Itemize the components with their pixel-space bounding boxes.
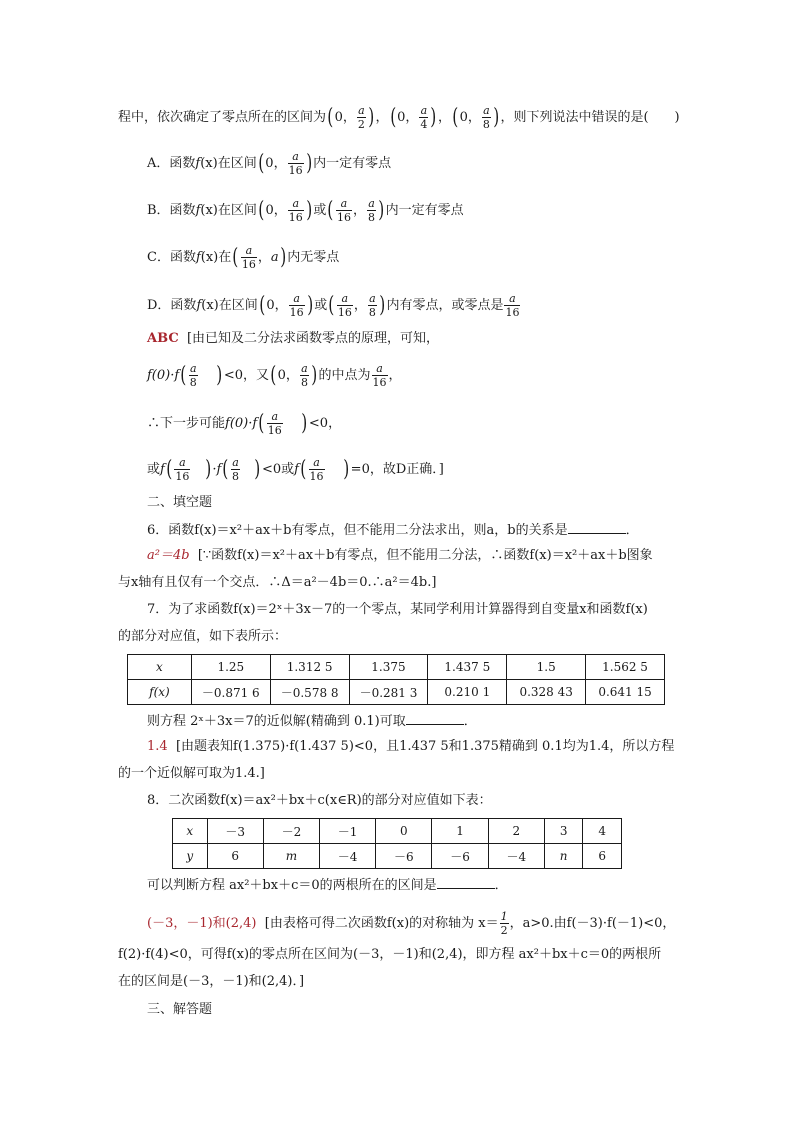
question-8-solution-2: f(2)·f(4)<0，可得f(x)的零点所在区间为(－3，－1)和(2,4)，即方程 ax²＋bx＋c＝0的两根所: [118, 947, 662, 962]
answer-blank: [437, 876, 495, 889]
option-d: D．函数f(x)在区间(0， $\frac{a}{16}$ )或( $\frac{a}{16}$ ， $\frac{a}{8}$ )内有零点，或零点是 $\frac{a}{16}$: [147, 292, 520, 319]
answer-blank: [568, 521, 626, 534]
question-6-solution-2: 与x轴有且仅有一个交点．∴Δ＝a²－4b＝0.∴a²＝4b.]: [118, 575, 437, 590]
answer5-line4: 或f( $\frac{a}{16}$ )·f( $\frac{a}{8}$ )<0或f( $\frac{a}{16}$ )=0，故D正确．]: [147, 456, 444, 483]
question-8-solution-3: 在的区间是(－3，－1)和(2,4)．]: [118, 974, 305, 989]
q7-answer: 1.4: [147, 739, 168, 754]
q7-table: [127, 654, 665, 705]
fraction-a-4: $\frac{a}{4}$: [420, 104, 428, 131]
answer5-line3: ∴下一步可能f(0)·f( $\frac{a}{16}$ )<0，: [147, 410, 342, 437]
question-8: 8．二次函数f(x)＝ax²＋bx＋c(x∈R)的部分对应值如下表：: [147, 793, 492, 808]
fraction-a-2: $\frac{a}{2}$: [357, 104, 365, 131]
question-7: 7．为了求函数f(x)＝2ˣ＋3x－7的一个零点，某同学利用计算器得到自变量x和函数f(x): [147, 602, 648, 617]
table-row: x 1.25 1.312 5 1.375 1.437 5 1.5 1.562 5: [128, 655, 665, 680]
section-heading-fill-in: 二、填空题: [147, 495, 213, 510]
fraction-a-8: $\frac{a}{8}$: [482, 104, 490, 131]
option-a: A．函数f(x)在区间(0， $\frac{a}{16}$ )内一定有零点: [147, 150, 392, 177]
question-7-line2: 的部分对应值，如下表所示：: [118, 629, 288, 644]
answer5-line1: ABC [由已知及二分法求函数零点的原理，可知，: [147, 331, 440, 346]
question-8-after: 可以判断方程 ax²＋bx＋c＝0的两根所在的区间是 ．: [147, 878, 508, 893]
question-7-solution-2: 的一个近似解可取为1.4.]: [118, 766, 265, 781]
option-b: B．函数f(x)在区间(0， $\frac{a}{16}$ )或( $\frac{a}{16}$ ， $\frac{a}{8}$ )内一定有零点: [147, 197, 464, 224]
intro-text-a: 程中，依次确定了零点所在的区间为: [118, 110, 327, 125]
section-heading-answer: 三、解答题: [147, 1002, 213, 1017]
question-6-solution-1: a²＝4b [∵函数f(x)＝x²＋ax＋b有零点，但不能用二分法，∴函数f(x)＝x²＋ax＋b图象: [147, 548, 653, 563]
table-row: y 6 m －4 －6 －6 －4 n 6: [173, 844, 622, 869]
question-7-after: 则方程 2ˣ＋3x＝7的近似解(精确到 0.1)可取 ．: [147, 714, 477, 729]
question-8-solution-1: (－3，－1)和(2,4) [由表格可得二次函数f(x)的对称轴为 x＝ $\frac{1}{2}$ ，a>0.由f(－3)·f(－1)<0，: [147, 910, 676, 937]
answer5-line2: f(0)·f( $\frac{a}{8}$ )<0，又(0， $\frac{a}{8}$ )的中点为 $\frac{a}{16}$ ，: [147, 362, 402, 389]
answer-blank: [406, 712, 464, 725]
intro-text-b: ，则下列说法中错误的是( ): [500, 110, 680, 125]
intro-line: 程中，依次确定了零点所在的区间为(0， $\frac{a}{2}$ )，(0， $\frac{a}{4}$ )，(0， $\frac{a}{8}$ )，则下列说法中错误的是( ): [118, 104, 680, 131]
answer5-label: ABC: [147, 331, 179, 346]
question-7-solution-1: 1.4 [由题表知f(1.375)·f(1.437 5)<0，且1.437 5和1.375精确到 0.1均为1.4，所以方程: [147, 739, 675, 754]
question-6: 6．函数f(x)＝x²＋ax＋b有零点，但不能用二分法求出，则a，b的关系是 ．: [147, 523, 639, 538]
table-row: f(x) －0.871 6 －0.578 8 －0.281 3 0.210 1 0.328 43 0.641 15: [128, 680, 665, 705]
table-row: x －3 －2 －1 0 1 2 3 4: [173, 819, 622, 844]
option-c: C．函数f(x)在( $\frac{a}{16}$ ，a)内无零点: [147, 244, 340, 271]
q8-table: [172, 818, 622, 869]
q6-answer: a²＝4b: [147, 548, 190, 563]
q8-answer: (－3，－1)和(2,4): [147, 916, 257, 931]
